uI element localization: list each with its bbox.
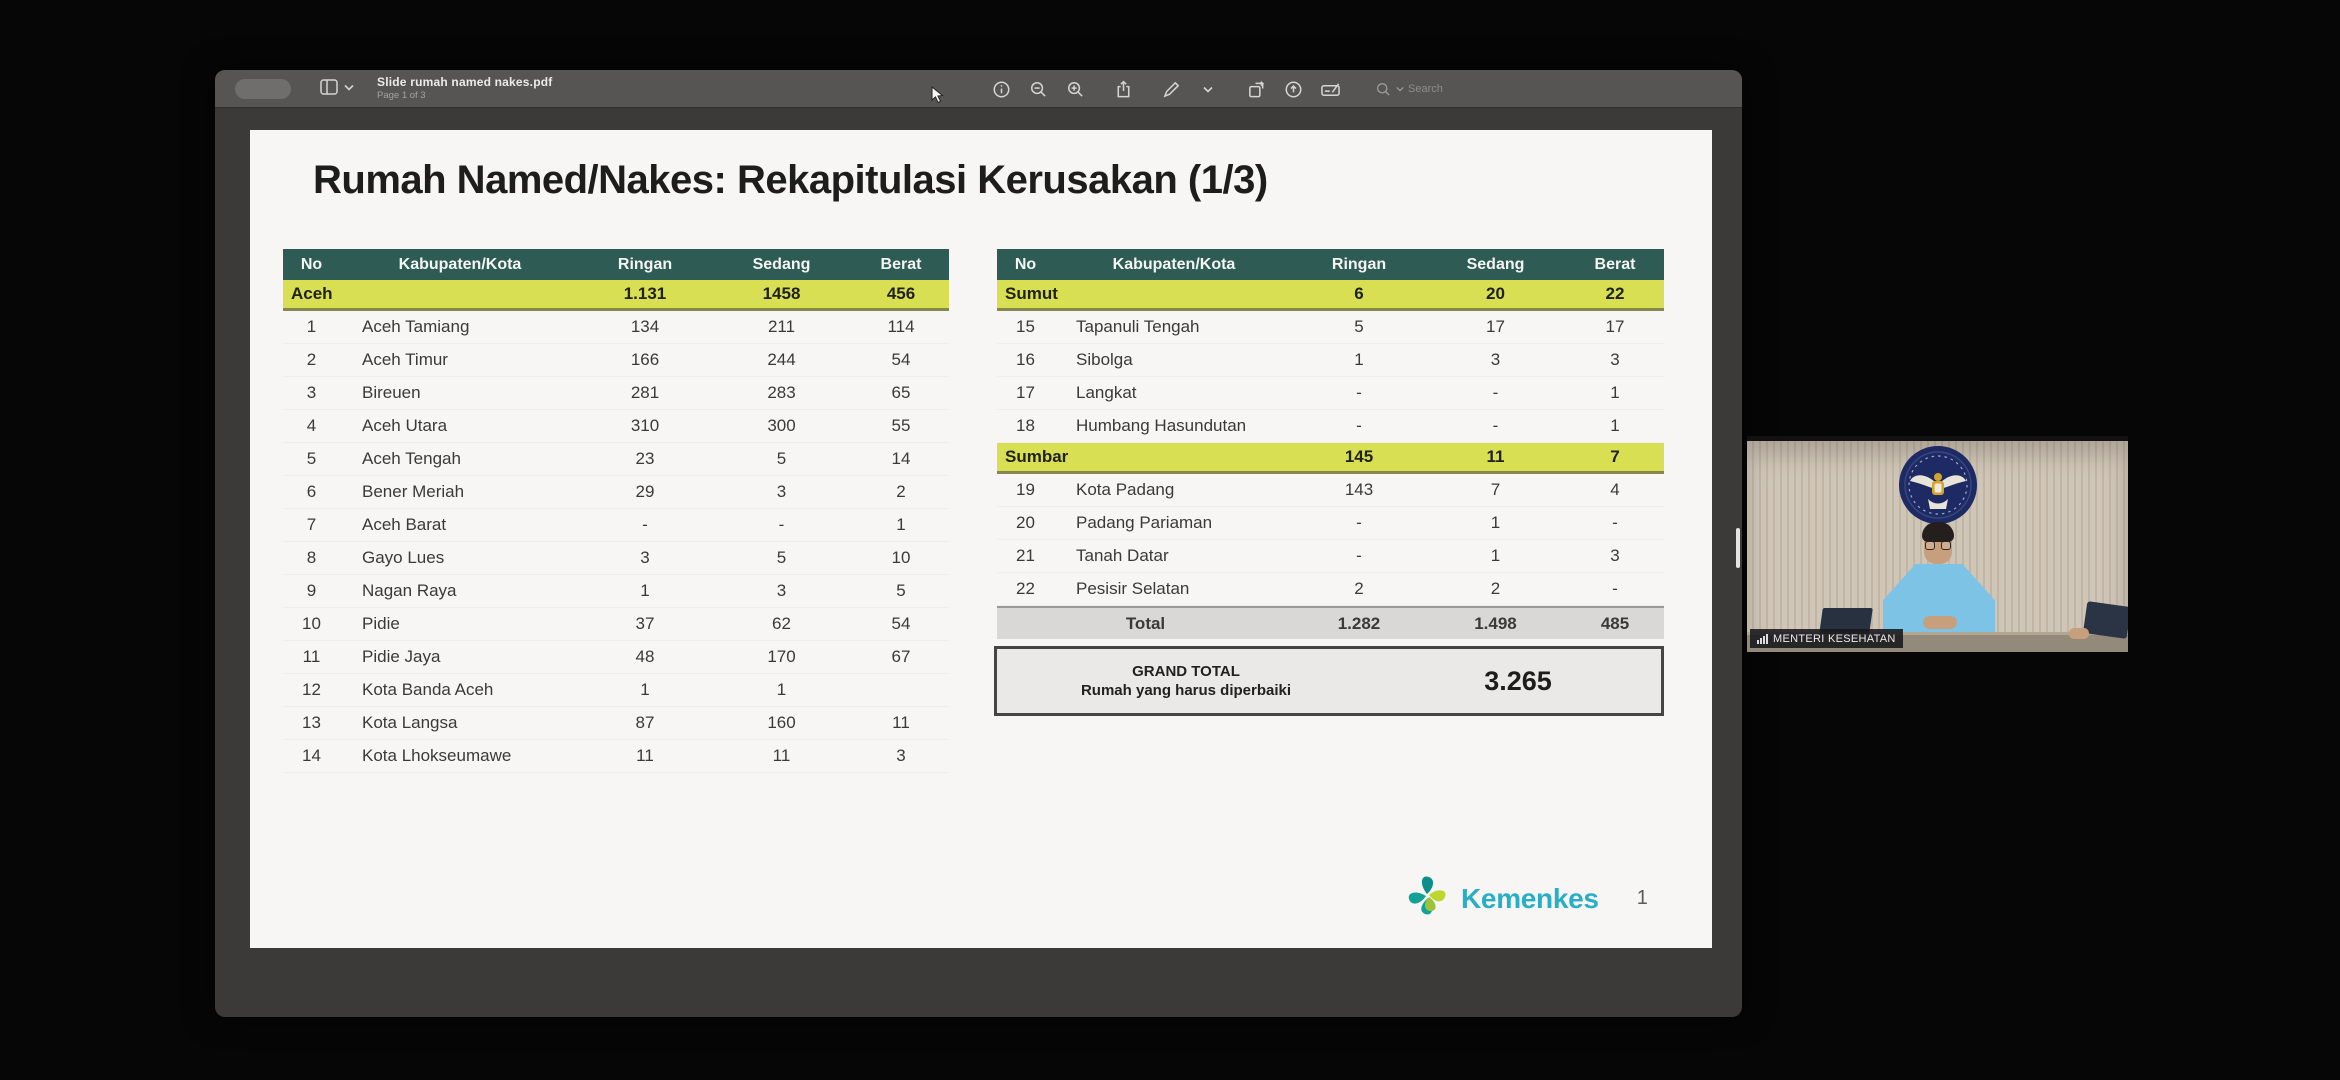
damage-value: 55 [891, 416, 911, 435]
damage-value: 300 [767, 416, 796, 435]
damage-value: 211 [767, 317, 796, 336]
mouse-cursor [930, 86, 945, 109]
damage-value: 166 [630, 350, 660, 369]
kabupaten-name: Aceh Timur [362, 350, 448, 369]
column-header: Ringan [1331, 255, 1387, 273]
province-summary-row [997, 280, 1664, 311]
row-number: 8 [306, 548, 317, 567]
row-number: 20 [1016, 513, 1035, 532]
column-header: No [300, 255, 323, 273]
damage-value: 1 [1490, 513, 1501, 532]
damage-value: 17 [1605, 317, 1625, 336]
kabupaten-name: Aceh Tengah [362, 449, 461, 468]
column-header: Berat [1594, 255, 1636, 273]
damage-value: 160 [767, 713, 796, 732]
table-row [283, 344, 949, 377]
row-number: 21 [1016, 546, 1035, 565]
table-row [283, 509, 949, 542]
window-controls-pill[interactable] [235, 79, 291, 99]
damage-value: 143 [1344, 480, 1374, 499]
toolbar-tools [990, 78, 1443, 100]
pdf-page [250, 130, 1712, 948]
damage-value: 7 [1490, 480, 1501, 499]
search-field[interactable] [1375, 81, 1443, 98]
damage-value: - [642, 515, 648, 534]
row-number: 13 [302, 713, 321, 732]
total-value: 485 [1600, 613, 1630, 633]
damage-value: 310 [630, 416, 660, 435]
sign-icon[interactable] [1319, 78, 1341, 100]
damage-value: - [1356, 383, 1362, 402]
row-number: 14 [302, 746, 321, 765]
damage-value: 29 [635, 482, 655, 501]
damage-value: - [1612, 579, 1618, 598]
kabupaten-name: Sibolga [1076, 350, 1133, 369]
province-value: 20 [1486, 284, 1505, 303]
province-name: Aceh [291, 284, 333, 303]
kabupaten-name: Bireuen [362, 383, 421, 402]
kabupaten-name: Kota Lhokseumawe [362, 746, 512, 765]
column-header: Kabupaten/Kota [1112, 255, 1236, 273]
table-row [283, 641, 949, 674]
grand-total-value: 3.265 [1484, 665, 1552, 696]
info-icon[interactable] [990, 78, 1012, 100]
damage-value: 4 [1610, 480, 1620, 499]
damage-value: 10 [891, 548, 911, 567]
pdf-viewer-window [215, 70, 1742, 1017]
row-number: 6 [306, 482, 317, 501]
damage-value: 2 [1490, 579, 1501, 598]
total-row [997, 606, 1664, 639]
damage-value: 62 [772, 614, 791, 633]
damage-value: 17 [1486, 317, 1505, 336]
rotate-icon[interactable] [1245, 78, 1267, 100]
row-number: 11 [302, 647, 321, 666]
table-row [997, 507, 1664, 540]
damage-value: - [1356, 513, 1362, 532]
pdf-toolbar [215, 70, 1742, 108]
kabupaten-name: Pidie Jaya [362, 647, 441, 666]
damage-value: 3 [896, 746, 906, 765]
damage-table-aceh [283, 249, 949, 773]
province-value: 7 [1610, 447, 1620, 466]
kabupaten-name: Langkat [1076, 383, 1137, 402]
row-number: 12 [302, 680, 321, 699]
row-number: 15 [1016, 317, 1035, 336]
document-titleblock [377, 75, 552, 101]
table-row [997, 377, 1664, 410]
grand-total-sublabel: Rumah yang harus diperbaiki [1080, 682, 1292, 699]
damage-value: - [1612, 513, 1618, 532]
table-row [283, 608, 949, 641]
kabupaten-name: Kota Banda Aceh [362, 680, 494, 699]
province-name: Sumut [1005, 284, 1058, 303]
table-header-row [997, 249, 1664, 280]
damage-value: 14 [891, 449, 911, 468]
damage-value: 65 [891, 383, 911, 402]
damage-value: 11 [636, 746, 654, 765]
column-header: Berat [880, 255, 922, 273]
grand-total-label: GRAND TOTAL [1132, 663, 1240, 680]
speaker-hair [1922, 522, 1954, 542]
damage-value: 1 [640, 581, 650, 600]
row-number: 10 [302, 614, 321, 633]
table-row [283, 377, 949, 410]
damage-value: 5 [776, 449, 787, 468]
column-header: Ringan [617, 255, 673, 273]
damage-value: 3 [776, 581, 787, 600]
row-number: 19 [1016, 480, 1035, 499]
damage-value: 114 [887, 317, 915, 336]
speaker-video-tile[interactable] [1747, 436, 2128, 652]
damage-value: 134 [630, 317, 660, 336]
province-value: 6 [1354, 284, 1364, 303]
damage-value: 281 [630, 383, 660, 402]
row-number: 7 [306, 515, 317, 534]
damage-table-sumut-sumbar [997, 249, 1664, 639]
damage-value: 244 [767, 350, 796, 369]
damage-value: - [1356, 416, 1362, 435]
kabupaten-name: Aceh Barat [362, 515, 447, 534]
speaker-glasses [1925, 541, 1951, 550]
signal-strength-icon [1757, 634, 1768, 644]
damage-value: - [1492, 383, 1499, 402]
total-value: 1.282 [1337, 613, 1381, 633]
row-number: 3 [306, 383, 317, 402]
total-label: Total [1125, 613, 1166, 633]
province-value: 145 [1344, 447, 1374, 466]
kabupaten-name: Aceh Tamiang [362, 317, 470, 336]
province-summary-row [283, 280, 949, 311]
second-person-hand [2069, 628, 2089, 639]
table-header-row [283, 249, 949, 280]
damage-value: 1 [1490, 546, 1501, 565]
damage-value: 1 [1354, 350, 1364, 369]
document-title: Slide rumah named nakes.pdf [377, 75, 553, 89]
kabupaten-name: Tanah Datar [1076, 546, 1169, 565]
kabupaten-name: Humbang Hasundutan [1076, 416, 1247, 435]
chevron-down-icon [344, 84, 354, 91]
search-chevron-icon [1396, 86, 1404, 92]
zoom-in-icon[interactable] [1064, 78, 1086, 100]
row-number: 22 [1016, 579, 1035, 598]
laptop-right-icon [2083, 601, 2128, 639]
column-header: No [1014, 255, 1037, 273]
speaker-head [1919, 522, 1957, 568]
table-row [997, 540, 1664, 573]
sidebar-toggle-button[interactable] [319, 78, 354, 96]
damage-value: 1 [1610, 383, 1620, 402]
damage-value: 2 [896, 482, 906, 501]
search-icon [1375, 81, 1392, 98]
table-row [997, 410, 1664, 443]
damage-value: 48 [635, 647, 655, 666]
damage-value: 3 [1610, 350, 1620, 369]
slide-title: Rumah Named/Nakes: Rekapitulasi Kerusakan (1/3) [313, 158, 1268, 202]
kabupaten-name: Kota Langsa [362, 713, 458, 732]
sidebar-icon [319, 78, 339, 96]
column-header: Kabupaten/Kota [398, 255, 522, 273]
damage-value: 67 [891, 647, 911, 666]
damage-value: 3 [776, 482, 787, 501]
table-row [997, 344, 1664, 377]
garuda-emblem [1898, 443, 1978, 532]
province-value: 1458 [762, 284, 801, 303]
damage-value: 5 [896, 581, 906, 600]
province-value: 22 [1605, 284, 1625, 303]
damage-value: 54 [891, 350, 911, 369]
kabupaten-name: Gayo Lues [362, 548, 445, 567]
share-icon[interactable] [1112, 78, 1134, 100]
province-value: 11 [1486, 447, 1505, 466]
row-number: 2 [306, 350, 317, 369]
damage-value: 3 [640, 548, 650, 567]
table-row [997, 311, 1664, 344]
damage-value: 1 [640, 680, 650, 699]
damage-value: 23 [635, 449, 655, 468]
province-value: 1.131 [623, 284, 667, 303]
speaker-hands [1923, 616, 1957, 629]
damage-value: - [1356, 546, 1362, 565]
kabupaten-name: Aceh Utara [362, 416, 448, 435]
grand-total-box [994, 646, 1664, 716]
kemenkes-brand [1405, 872, 1648, 925]
damage-value: - [778, 515, 785, 534]
kabupaten-name: Pesisir Selatan [1076, 579, 1190, 598]
kabupaten-name: Tapanuli Tengah [1076, 317, 1200, 336]
row-number: 1 [306, 317, 317, 336]
table-row [283, 476, 949, 509]
province-name: Sumbar [1005, 447, 1069, 466]
damage-value: 3 [1610, 546, 1620, 565]
row-number: 5 [306, 449, 317, 468]
damage-value: 170 [767, 647, 796, 666]
row-number: 17 [1016, 383, 1035, 402]
table-row [283, 443, 949, 476]
damage-value: 3 [1490, 350, 1501, 369]
slide-page-number: 1 [1636, 887, 1648, 909]
damage-value: 1 [1610, 416, 1620, 435]
damage-value: 87 [635, 713, 655, 732]
row-number: 9 [306, 581, 317, 600]
table-row [283, 740, 949, 773]
column-header: Sedang [1466, 255, 1525, 273]
search-placeholder: Search [1408, 83, 1443, 95]
table-row [283, 542, 949, 575]
page-indicator: Page 1 of 3 [377, 90, 426, 101]
table-row [283, 311, 949, 344]
kabupaten-name: Nagan Raya [362, 581, 457, 600]
damage-value: 1 [776, 680, 787, 699]
damage-value: - [1492, 416, 1499, 435]
participant-name-badge [1750, 629, 1903, 648]
damage-value: 11 [772, 746, 791, 765]
zoom-out-icon[interactable] [1027, 78, 1049, 100]
province-value: 456 [886, 284, 916, 303]
damage-value: 283 [767, 383, 796, 402]
damage-value: 11 [892, 713, 910, 732]
kabupaten-name: Kota Padang [1076, 480, 1175, 499]
kabupaten-name: Padang Pariaman [1076, 513, 1213, 532]
row-number: 16 [1016, 350, 1035, 369]
damage-value: 37 [635, 614, 655, 633]
province-summary-row [997, 443, 1664, 474]
markup-icon[interactable] [1160, 78, 1182, 100]
row-number: 4 [306, 416, 317, 435]
markup-dropdown-chevron[interactable] [1197, 78, 1219, 100]
kemenkes-logo-icon [1405, 872, 1451, 925]
kabupaten-name: Bener Meriah [362, 482, 465, 501]
damage-value: 54 [891, 614, 911, 633]
participant-name: MENTERI KESEHATAN [1773, 632, 1896, 645]
damage-value: 5 [1354, 317, 1364, 336]
row-number: 18 [1016, 416, 1035, 435]
kabupaten-name: Pidie [362, 614, 400, 633]
panel-scrollbar-thumb[interactable] [1736, 528, 1740, 568]
kemenkes-brand-text: Kemenkes [1461, 882, 1599, 914]
column-header: Sedang [752, 255, 811, 273]
damage-value: 1 [896, 515, 906, 534]
table-row [997, 573, 1664, 606]
table-row [283, 410, 949, 443]
table-row [283, 674, 949, 707]
table-row [997, 474, 1664, 507]
table-row [283, 575, 949, 608]
table-row [283, 707, 949, 740]
damage-value: 2 [1354, 579, 1364, 598]
total-value: 1.498 [1474, 613, 1517, 633]
redact-icon[interactable] [1282, 78, 1304, 100]
damage-value: 5 [776, 548, 787, 567]
